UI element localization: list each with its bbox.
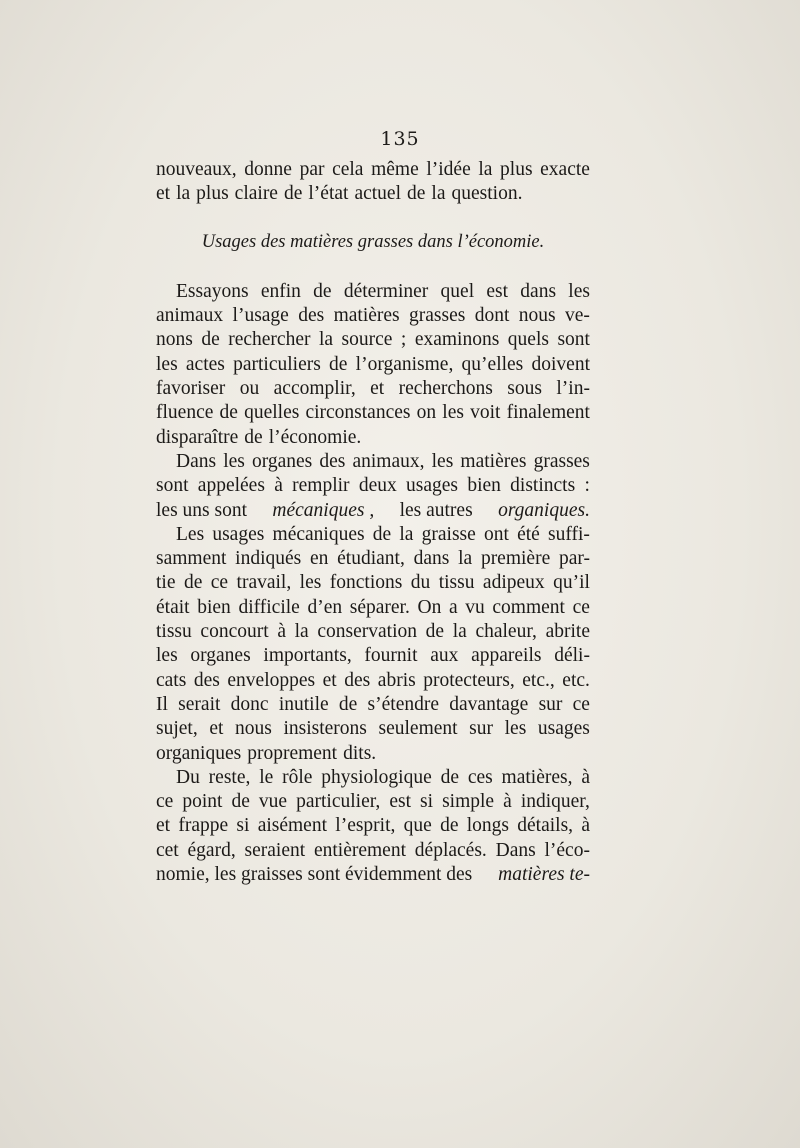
text-line: tie de ce travail, les fonctions du tissu adipeux qu’il xyxy=(156,572,590,594)
text-line: animaux l’usage des matières grasses dont nous ve- xyxy=(156,305,590,327)
emphasis-text: mécaniques , xyxy=(272,499,375,521)
text-line: organiques proprement dits. xyxy=(156,742,377,764)
closing-text: les autres xyxy=(399,499,473,521)
text-line: Il serait donc inutile de s’étendre davantage sur ce xyxy=(156,693,590,715)
section-heading: Usages des matières grasses dans l’économie. xyxy=(201,231,545,252)
text-line: était bien difficile d’en séparer. On a vu comment ce xyxy=(156,596,590,618)
text-line: ce point de vue particulier, est si simple à indiquer, xyxy=(156,791,590,813)
text-line: sujet, et nous insisterons seulement sur les usages xyxy=(156,718,590,740)
text-line: et la plus claire de l’état actuel de la question. xyxy=(156,183,523,205)
text-line: Dans les organes des animaux, les matières grasses xyxy=(176,450,590,472)
text-line: cats des enveloppes et des abris protecteurs, etc., etc. xyxy=(156,669,590,691)
text-line xyxy=(156,863,590,887)
emphasis-text: organiques. xyxy=(498,499,590,521)
text-line: favoriser ou accomplir, et recherchons sous l’in- xyxy=(156,378,590,400)
text-line: nouveaux, donne par cela même l’idée la plus exacte xyxy=(156,159,590,180)
closing-text: les uns sont xyxy=(156,499,248,521)
emphasis-text: matières te- xyxy=(498,864,590,886)
text-line: sont appelées à remplir deux usages bien distincts : xyxy=(156,475,590,497)
page-number: 135 xyxy=(380,128,420,150)
closing-text: nomie, les graisses sont évidemment des xyxy=(156,864,473,886)
text-line: Les usages mécaniques de la graisse ont été suffi- xyxy=(176,523,590,545)
text-line: tissu concourt à la conservation de la chaleur, abrite xyxy=(156,621,590,643)
text-block xyxy=(156,158,590,887)
text-line xyxy=(156,499,590,523)
text-line: Essayons enfin de déterminer quel est dans les xyxy=(176,280,590,302)
text-line: et frappe si aisément l’esprit, que de longs détails, à xyxy=(156,815,590,837)
text-line: fluence de quelles circonstances on les voit finalement xyxy=(156,402,590,424)
text-line: Du reste, le rôle physiologique de ces matières, à xyxy=(176,766,590,788)
text-line: les organes importants, fournit aux appareils déli- xyxy=(156,645,590,667)
text-line: les actes particuliers de l’organisme, qu’elles doivent xyxy=(156,353,590,375)
text-line: samment indiqués en étudiant, dans la première par- xyxy=(156,548,590,570)
text-line: disparaître de l’économie. xyxy=(156,426,362,448)
text-line: nons de rechercher la source ; examinons quels sont xyxy=(156,329,590,351)
text-line: cet égard, seraient entièrement déplacés. Dans l’éco- xyxy=(156,839,590,861)
